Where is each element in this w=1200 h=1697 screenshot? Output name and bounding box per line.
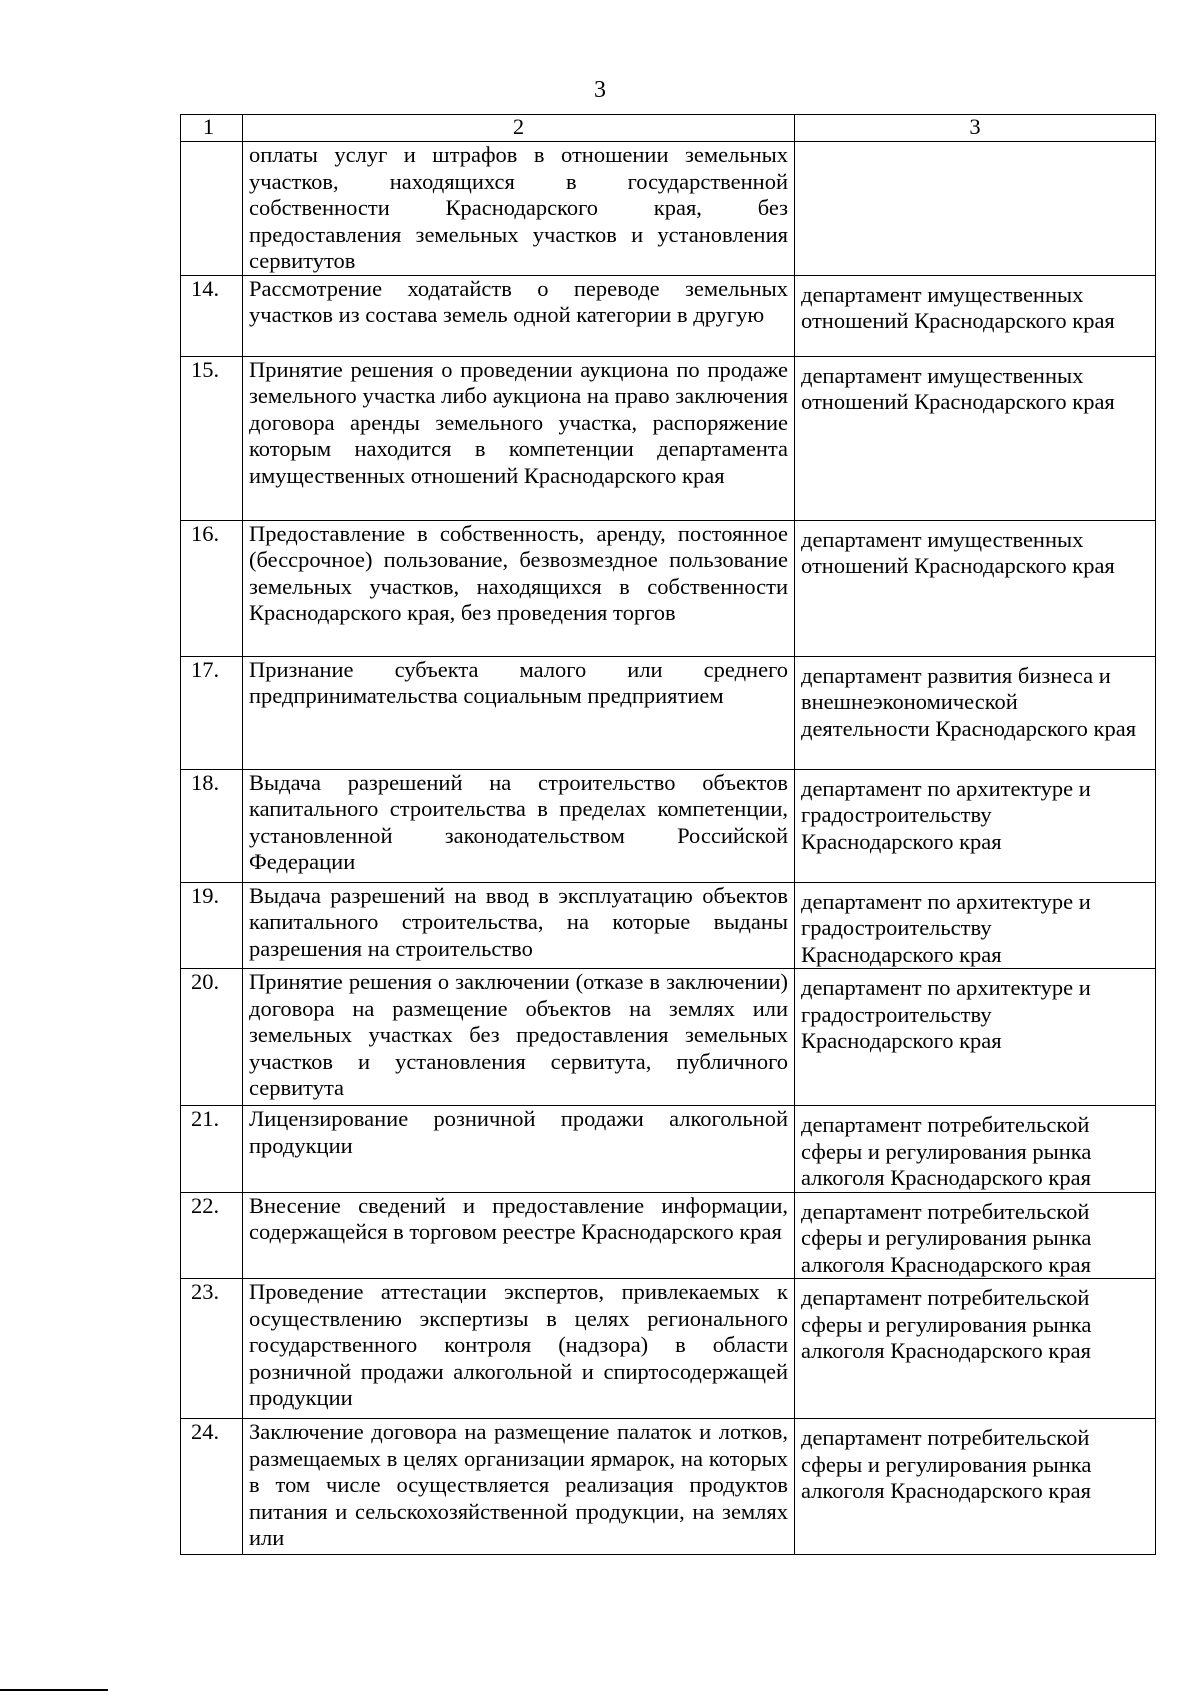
department-cell xyxy=(795,356,1156,520)
row-number: 14. xyxy=(181,275,243,356)
page-number: 3 xyxy=(594,77,606,103)
service-text: оплаты услуг и штрафов в отношении земельных участков, находящихся в государственной собственности Краснодарского края, без предоставления земельных участков и установления сервитутов xyxy=(249,142,788,273)
department-cell xyxy=(795,142,1156,276)
department-cell xyxy=(795,1279,1156,1419)
row-number: 15. xyxy=(181,356,243,520)
service-text: Принятие решения о заключении (отказе в заключении) договора на размещение объектов на землях или земельных участках без предоставления земельных участков и установления сервитута, публичного сервитута xyxy=(249,969,788,1100)
service-cell xyxy=(243,656,795,769)
service-text: Признание субъекта малого или среднего предпринимательства социальным предприятием xyxy=(249,656,788,708)
department-text xyxy=(801,142,1149,148)
table-row xyxy=(181,1279,1156,1419)
department-text: департамент имущественных отношений Краснодарского края xyxy=(801,526,1115,578)
service-cell xyxy=(243,882,795,969)
service-cell xyxy=(243,356,795,520)
service-text: Принятие решения о проведении аукциона по продаже земельного участка либо аукциона на право заключения договора аренды земельного участка, распоряжение которым находится в компетенции департамента имущественных отношений Краснодарского края xyxy=(249,356,788,488)
row-number: 18. xyxy=(181,769,243,882)
table-row xyxy=(181,520,1156,656)
department-cell xyxy=(795,1192,1156,1279)
service-text: Предоставление в собственность, аренду, постоянное (бессрочное) пользование, безвозмездное пользование земельных участков, находящихся в собственности Краснодарского края, без проведения торгов xyxy=(249,520,788,625)
services-table xyxy=(180,114,1156,1555)
service-cell xyxy=(243,969,795,1106)
service-cell xyxy=(243,142,795,276)
department-cell xyxy=(795,656,1156,769)
service-cell xyxy=(243,520,795,656)
row-number: 21. xyxy=(181,1106,243,1193)
service-cell xyxy=(243,1106,795,1193)
department-text: департамент потребительской сферы и регулирования рынка алкоголя Краснодарского края xyxy=(801,1112,1092,1190)
table-header-row xyxy=(181,115,1156,142)
service-text: Выдача разрешений на ввод в эксплуатацию объектов капитального строительства, на которые выданы разрешения на строительство xyxy=(249,882,788,961)
header-cell-1: 1 xyxy=(181,115,243,142)
header-cell-2: 2 xyxy=(243,115,795,142)
table-row xyxy=(181,769,1156,882)
service-text: Заключение договора на размещение палаток и лотков, размещаемых в целях организации ярмарок, на которых в том числе осуществляется реализация продуктов питания и сельскохозяйственной продукции, на землях или xyxy=(249,1419,788,1550)
department-cell xyxy=(795,969,1156,1106)
department-text: департамент по архитектуре и градостроительству Краснодарского края xyxy=(801,775,1091,854)
department-cell xyxy=(795,275,1156,356)
service-text: Выдача разрешений на строительство объектов капитального строительства в пределах компетенции, установленной законодательством Российской Федерации xyxy=(249,769,788,874)
service-cell xyxy=(243,1419,795,1555)
table-row xyxy=(181,656,1156,769)
table-row xyxy=(181,356,1156,520)
table-row xyxy=(181,969,1156,1106)
footer-rule xyxy=(0,1689,108,1691)
department-text: департамент имущественных отношений Краснодарского края xyxy=(801,281,1115,333)
department-text: департамент по архитектуре и градостроительству Краснодарского края xyxy=(801,975,1091,1053)
service-cell xyxy=(243,1192,795,1279)
department-text: департамент имущественных отношений Краснодарского края xyxy=(801,362,1115,414)
department-text: департамент потребительской сферы и регулирования рынка алкоголя Краснодарского края xyxy=(801,1198,1092,1277)
table-row xyxy=(181,275,1156,356)
department-text: департамент потребительской сферы и регулирования рынка алкоголя Краснодарского края xyxy=(801,1425,1092,1503)
service-text: Рассмотрение ходатайств о переводе земельных участков из состава земель одной категории в другую xyxy=(249,275,788,327)
department-cell xyxy=(795,882,1156,969)
department-cell xyxy=(795,1106,1156,1193)
department-text: департамент потребительской сферы и регулирования рынка алкоголя Краснодарского края xyxy=(801,1285,1092,1363)
row-number: 20. xyxy=(181,969,243,1106)
service-cell xyxy=(243,275,795,356)
department-text: департамент развития бизнеса и внешнеэкономической деятельности Краснодарского края xyxy=(801,662,1137,741)
department-cell xyxy=(795,1419,1156,1555)
table-row xyxy=(181,1192,1156,1279)
row-number: 22. xyxy=(181,1192,243,1279)
row-number xyxy=(181,142,243,276)
department-cell xyxy=(795,769,1156,882)
service-text: Проведение аттестации экспертов, привлекаемых к осуществлению экспертизы в целях регионального государственного контроля (надзора) в области розничной продажи алкогольной и спиртосодержащей продукции xyxy=(249,1279,788,1410)
row-number: 16. xyxy=(181,520,243,656)
service-text: Внесение сведений и предоставление информации, содержащейся в торговом реестре Краснодарского края xyxy=(249,1192,788,1244)
row-number: 23. xyxy=(181,1279,243,1419)
table-row xyxy=(181,142,1156,276)
row-number: 24. xyxy=(181,1419,243,1555)
row-number: 19. xyxy=(181,882,243,969)
department-cell xyxy=(795,520,1156,656)
service-cell xyxy=(243,769,795,882)
row-number: 17. xyxy=(181,656,243,769)
service-cell xyxy=(243,1279,795,1419)
table-row xyxy=(181,1419,1156,1555)
table-row xyxy=(181,882,1156,969)
department-text: департамент по архитектуре и градостроительству Краснодарского края xyxy=(801,888,1091,967)
table-row xyxy=(181,1106,1156,1193)
header-cell-3: 3 xyxy=(795,115,1156,142)
service-text: Лицензирование розничной продажи алкогольной продукции xyxy=(249,1106,788,1158)
